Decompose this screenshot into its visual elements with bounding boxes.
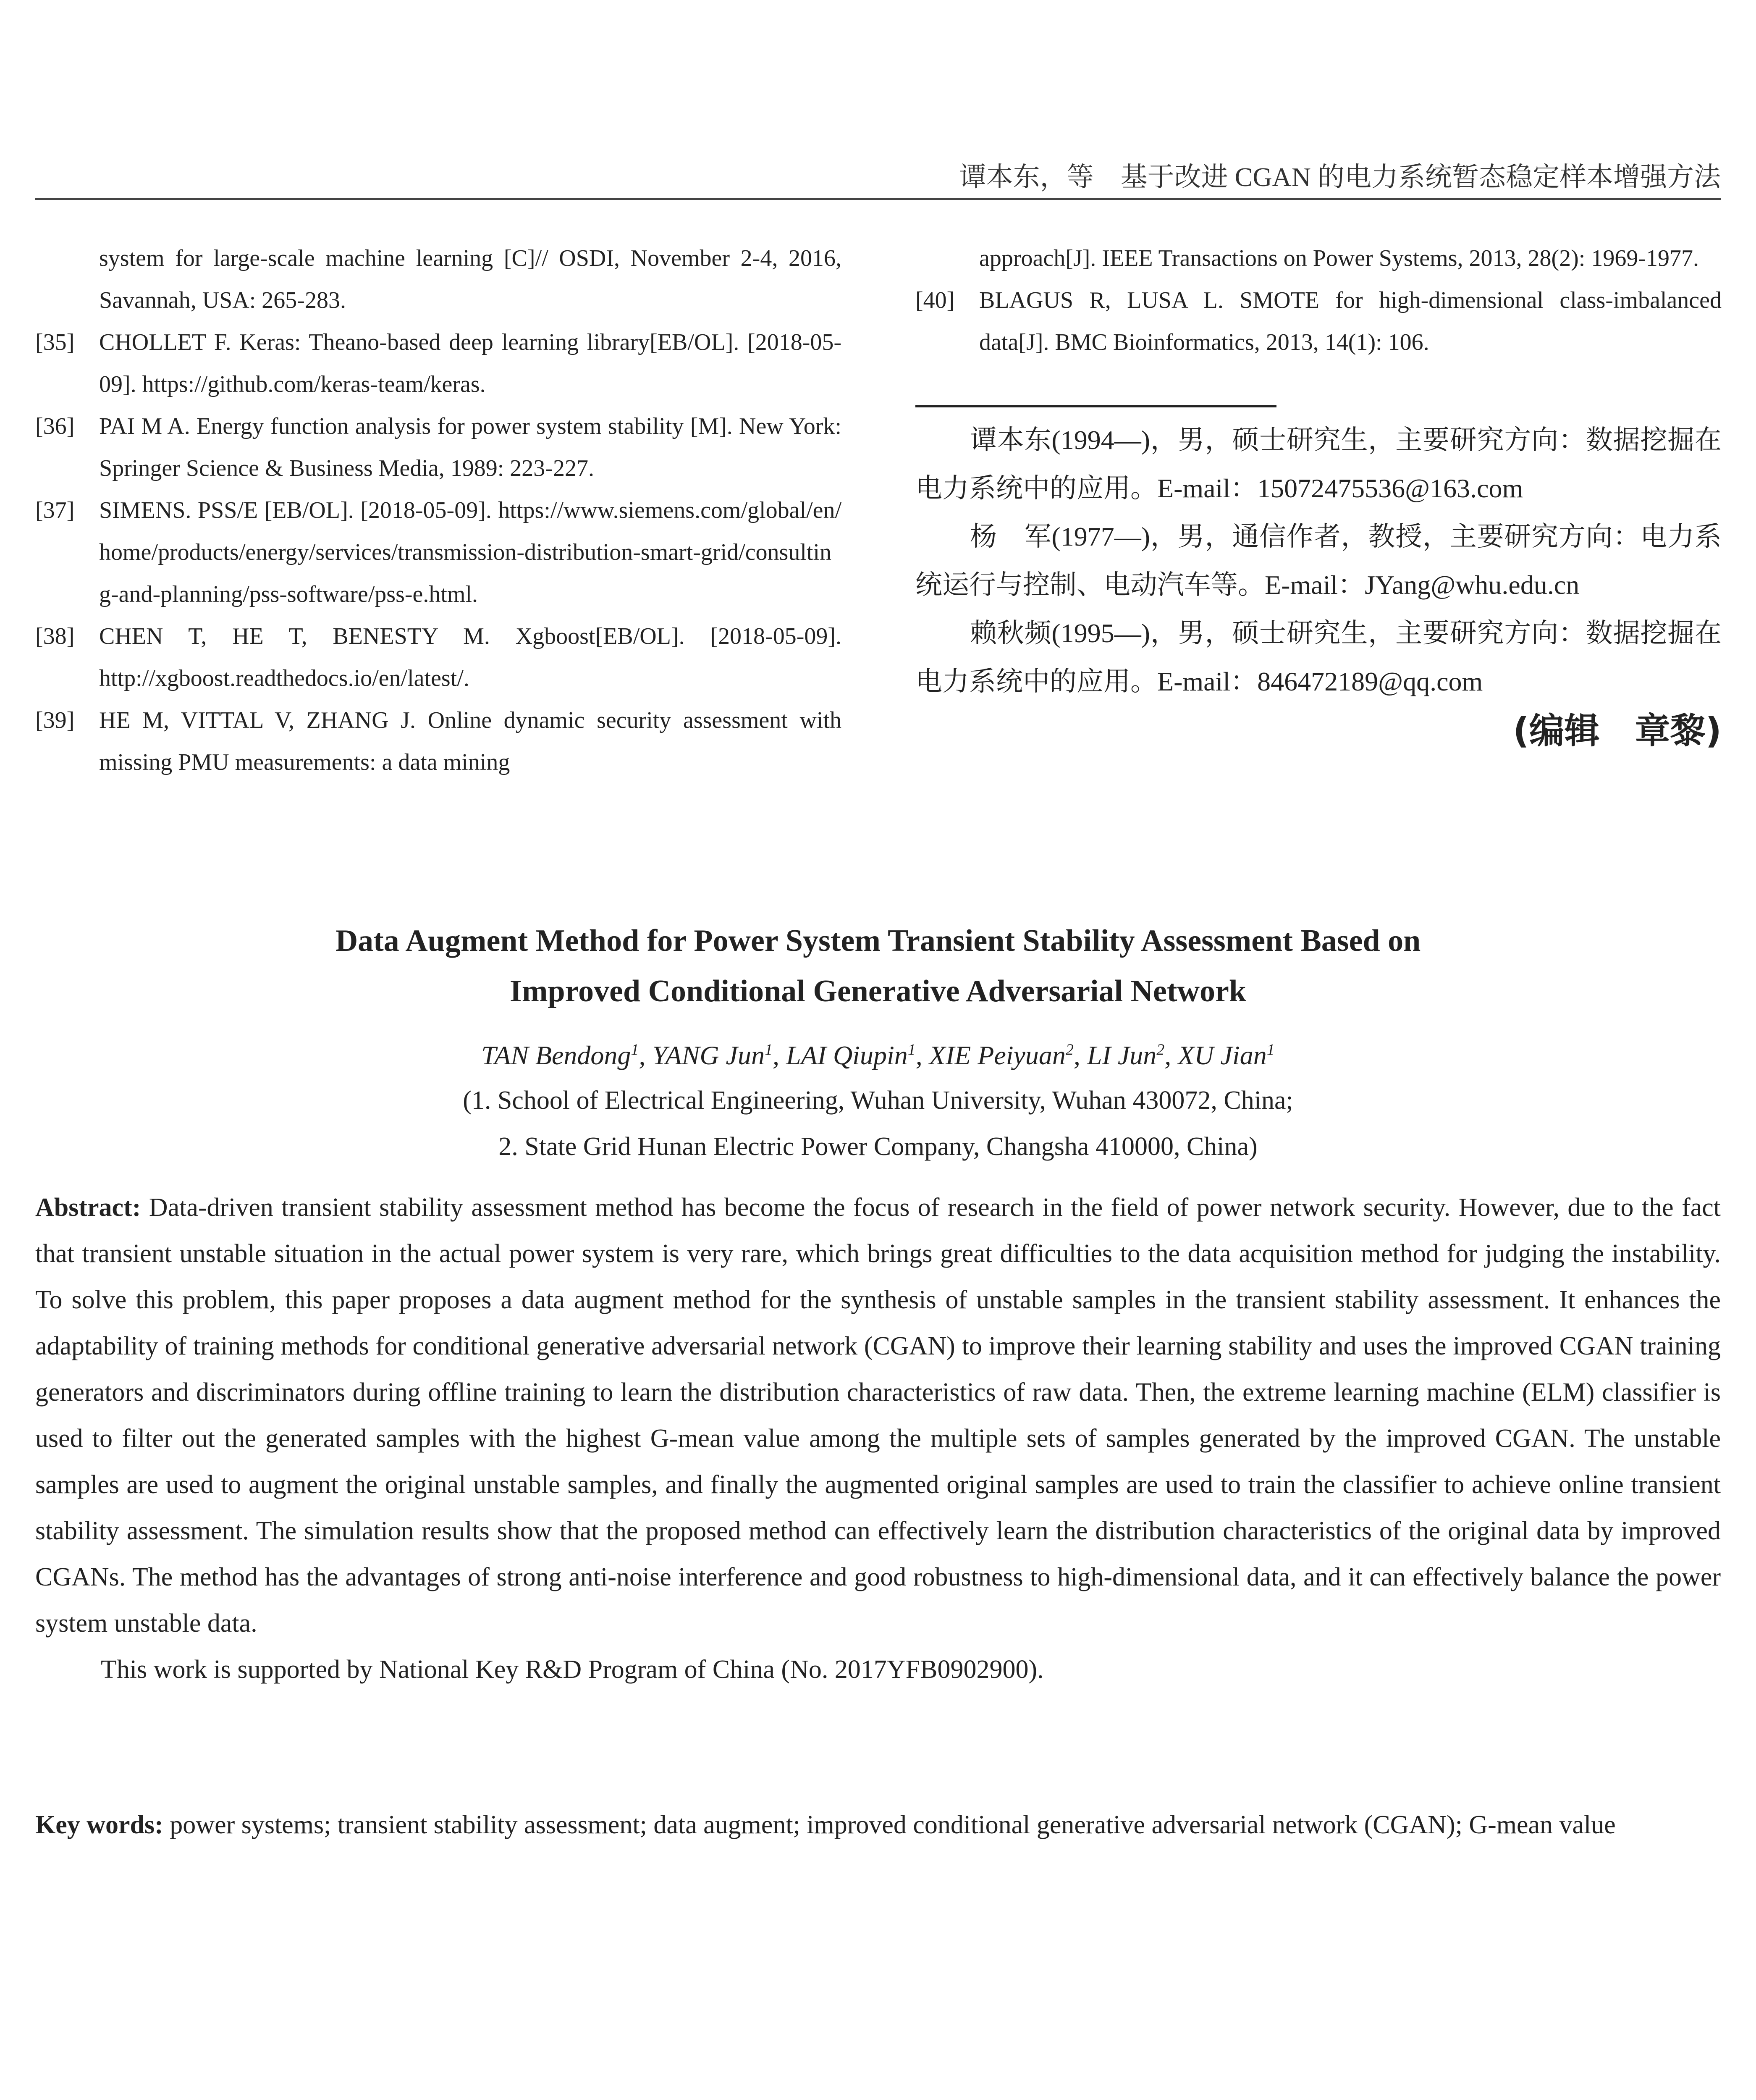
reference-36 <box>35 405 841 489</box>
affiliations <box>35 1077 1721 1170</box>
reference-number: [35] <box>35 329 75 355</box>
reference-38 <box>35 615 841 699</box>
reference-text: BLAGUS R, LUSA L. SMOTE for high-dimensional class-imbalanced data[J]. BMC Bioinformatics, 2013, 14(1): 106. <box>979 287 1722 355</box>
author: XIE Peiyuan$^2$ <box>929 1040 1074 1071</box>
reference-continuation: system for large-scale machine learning [C]// OSDI, November 2-4, 2016, Savannah, USA: 265-283. <box>99 245 841 313</box>
reference-text: CHEN T, HE T, BENESTY M. Xgboost[EB/OL]. [2018-05-09]. http://xgboost.readthedocs.io/en/latest/. <box>99 623 841 691</box>
reference-text: PAI M A. Energy function analysis for power system stability [M]. New York: Springer Science & Business Media, 1989: 223-227. <box>99 413 841 481</box>
affiliation-1: (1. School of Electrical Engineering, Wuhan University, Wuhan 430072, China; <box>463 1086 1293 1115</box>
abstract-section <box>35 1184 1721 1693</box>
editor-note: (编辑 章黎) <box>1513 710 1722 751</box>
keywords-text: power systems; transient stability assessment; data augment; improved conditional generative adversarial network (CGAN); G-mean value <box>170 1811 1616 1839</box>
keywords-section <box>35 1802 1721 1848</box>
reference-text: SIMENS. PSS/E [EB/OL]. [2018-05-09]. https://www.siemens.com/global/en/home/products/energy/services/transmission-distribution-smart-grid/consulting-and-planning/pss-software/pss-e.html. <box>99 497 841 607</box>
affiliation-2: 2. State Grid Hunan Electric Power Company, Changsha 410000, China) <box>498 1132 1258 1161</box>
reference-40 <box>915 279 1722 363</box>
reference-number: [36] <box>35 413 75 439</box>
reference-text: HE M, VITTAL V, ZHANG J. Online dynamic security assessment with missing PMU measurements: a data mining <box>99 707 841 775</box>
bio-separator-rule <box>915 405 1276 407</box>
running-header: 谭本东，等 基于改进 CGAN 的电力系统暂态稳定样本增强方法 <box>959 162 1721 192</box>
author: TAN Bendong$^1$ <box>481 1040 639 1071</box>
reference-39 <box>35 699 841 783</box>
keywords-label: Key words: <box>35 1811 163 1839</box>
author: LAI Qiupin$^1$ <box>786 1040 916 1071</box>
author-bio-1: 谭本东(1994—)，男，硕士研究生，主要研究方向：数据挖掘在电力系统中的应用。E-mail：15072475536@163.com <box>915 425 1722 503</box>
author: YANG Jun$^1$ <box>652 1040 773 1071</box>
references-right-column <box>915 237 1722 752</box>
english-title-line-2: Improved Conditional Generative Adversarial Network <box>510 974 1246 1008</box>
reference-continuation: approach[J]. IEEE Transactions on Power Systems, 2013, 28(2): 1969-1977. <box>979 245 1699 271</box>
reference-number: [37] <box>35 497 75 523</box>
author: LI Jun$^2$ <box>1087 1040 1165 1071</box>
reference-number: [38] <box>35 623 75 649</box>
abstract-paragraph <box>35 1184 1721 1646</box>
reference-37 <box>35 489 841 615</box>
author-bio-2: 杨 军(1977—)，男，通信作者，教授，主要研究方向：电力系统运行与控制、电动汽车等。E-mail：JYang@whu.edu.cn <box>915 522 1722 600</box>
references-left-column <box>35 237 841 783</box>
abstract-text: Data-driven transient stability assessment method has become the focus of research in the field of power network security. However, due to the fact that transient unstable situation in the actual power system is very rare, which brings great difficulties to the data acquisition method for judging the instability. To solve this problem, this paper proposes a data augment method for the synthesis of unstable samples in the transient stability assessment. It enhances the adaptability of training methods for conditional generative adversarial network (CGAN) to improve their learning stability and uses the improved CGAN training generators and discriminators during offline training to learn the distribution characteristics of raw data. Then, the extreme learning machine (ELM) classifier is used to filter out the generated samples with the highest G-mean value among the multiple sets of samples generated by the improved CGAN. The unstable samples are used to augment the original unstable samples, and finally the augmented original samples are used to train the classifier to achieve online transient stability assessment. The simulation results show that the proposed method can effectively learn the distribution characteristics of the original data by improved CGANs. The method has the advantages of strong anti-noise interference and good robustness to high-dimensional data, and it can effectively balance the power system unstable data. <box>35 1193 1721 1638</box>
header-rule <box>35 198 1721 200</box>
reference-number: [39] <box>35 707 75 733</box>
english-title <box>35 916 1721 1016</box>
author-list: TAN Bendong$^1$, YANG Jun$^1$, LAI Qiupin$^1$, XIE Peiyuan$^2$, LI Jun$^2$, XU Jian$^1$ <box>481 1040 1275 1071</box>
reference-text: CHOLLET F. Keras: Theano-based deep learning library[EB/OL]. [2018-05-09]. https://github.com/keras-team/keras. <box>99 329 841 397</box>
english-title-line-1: Data Augment Method for Power System Transient Stability Assessment Based on <box>335 924 1421 958</box>
funding-statement: This work is supported by National Key R&D Program of China (No. 2017YFB0902900). <box>101 1655 1044 1684</box>
author: XU Jian$^1$ <box>1178 1040 1275 1071</box>
reference-number: [40] <box>915 287 955 313</box>
abstract-label: Abstract: <box>35 1193 141 1222</box>
author-bio-3: 赖秋频(1995—)，男，硕士研究生，主要研究方向：数据挖掘在电力系统中的应用。E-mail：846472189@qq.com <box>915 618 1722 696</box>
reference-35 <box>35 321 841 405</box>
